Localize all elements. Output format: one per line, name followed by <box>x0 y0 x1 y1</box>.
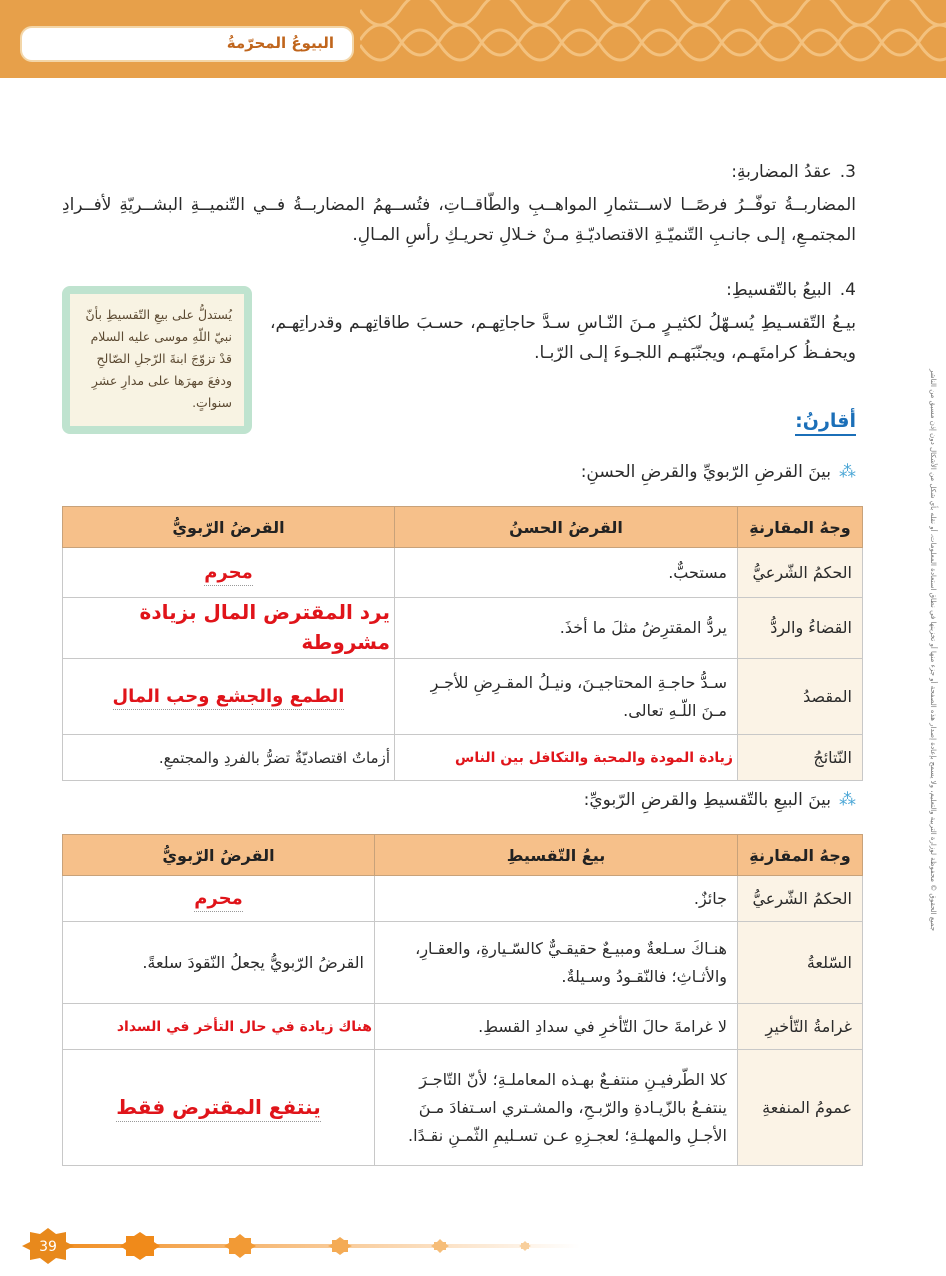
item-title: البيعُ بالتّقسيطِ: <box>726 280 832 300</box>
answer-text: زيادة المودة والمحبة والتكافل بين الناس <box>455 750 733 766</box>
answer-text: يرد المقترض المال بزيادة مشروطة <box>139 600 390 654</box>
side-note: يُستدلُّ على بيعِ التّقسيطِ بأنّ نبيّ اللّهِ موسى عليه السلام قدْ تزوّجَ ابنةَ الرّجلِ الصّالحِ ودفعَ مهرَها على مدارِ عشرِ سنواتٍ. <box>62 286 252 434</box>
header-aspect: وجهُ المقارنةِ <box>738 835 863 876</box>
page-number: 39 <box>39 1239 57 1255</box>
chapter-title: البيوعُ المحرّمةُ <box>226 34 334 52</box>
answer-text: محرم <box>204 562 253 586</box>
table-row: المقصدُ سـدُّ حاجـةِ المحتاجيـنَ، ونيـلُ المقـرِضِ للأجـرِ مـنَ اللّـهِ تعالى. الطمع والجشع وحب المال <box>63 659 863 735</box>
table1-intro: ⁂بينَ القرضِ الرّبويِّ والقرضِ الحسنِ: <box>580 462 856 482</box>
chapter-title-pill <box>20 26 354 62</box>
table2-intro: ⁂بينَ البيعِ بالتّقسيطِ والقرضِ الرّبويِّ: <box>583 790 856 810</box>
sparkle-icon: ⁂ <box>839 462 856 482</box>
compare-heading: أقارنُ: <box>795 410 856 436</box>
answer-text: الطمع والجشع وحب المال <box>113 686 345 710</box>
header-aspect: وجهُ المقارنةِ <box>738 507 863 548</box>
comparison-table-2 <box>62 834 863 1166</box>
comparison-table-1 <box>62 506 863 781</box>
answer-text: ينتفع المقترض فقط <box>116 1095 320 1122</box>
sparkle-icon: ⁂ <box>839 790 856 810</box>
decorative-pattern <box>360 0 946 78</box>
table-header-row <box>63 507 863 548</box>
table-row: القضاءُ والردُّ يردُّ المقترِضُ مثلَ ما أخذَ. يرد المقترض المال بزيادة مشروطة <box>63 598 863 659</box>
table-row: الحكمُ الشّرعيُّ مستحبٌّ. محرم <box>63 548 863 598</box>
footer-decoration <box>20 1226 580 1266</box>
header-col2: القرضُ الرّبويُّ <box>63 507 395 548</box>
table-row: الحكمُ الشّرعيُّ جائزٌ. محرم <box>63 876 863 922</box>
item-3 <box>62 160 856 256</box>
copyright-notice: جميع الحقوق © محفوظة لوزارة التربية والتعليم، ولا يسمح بإعادة إصدار هذه الصفحة أو جزء منها أو تخزينها في نطاق استعادة المعلومات، أو نقله بأي شكل من الأشكال دون إذن مسبق من الناشر <box>929 368 937 932</box>
answer-text: هناك زيادة في حال التأخر في السداد <box>116 1019 372 1035</box>
table-row: السّلعةُ هنـاكَ سـلعةٌ ومبيـعٌ حقيقـيٌّ كالسّـيارةِ، والعقـارِ، والأثـاثِ؛ فالنّقـودُ وسـيلةٌ. القرضُ الرّبويُّ يجعلُ النّقودَ سلعةً. <box>63 922 863 1004</box>
header-col2: القرضُ الرّبويُّ <box>63 835 375 876</box>
header-col1: القرضُ الحسنُ <box>395 507 738 548</box>
table-header-row <box>63 835 863 876</box>
item-number: 4. <box>839 280 856 300</box>
answer-text: محرم <box>194 888 243 912</box>
table-row: غرامةُ التّأخيرِ لا غرامةَ حالَ التّأخرِ في سدادِ القسطِ. هناك زيادة في حال التأخر في السداد <box>63 1004 863 1050</box>
table-row: عمومُ المنفعةِ كلا الطّرفيـنِ منتفـعٌ بهـذه المعاملـةِ؛ لأنّ التّاجـرَ ينتفـعُ بالزّيـادةِ والرّبـحِ، والمشـتري اسـتفادَ مـنَ الأجـلِ والمهلـةِ؛ لعجـزِهِ عـن تسـليمِ الثّمـنِ نقـدًا. ينتفع المقترض فقط <box>63 1050 863 1166</box>
item-text: بيـعُ التّقسـيطِ يُسـهّلُ لكثيـرٍ مـنَ النّـاسِ سـدَّ حاجاتِهـم، حسـبَ طاقاتِهـم وقدراتِهـم، ويحفـظُ كرامتَهـم، ويجنّبَهـم اللجـوءَ إلـى الرّبـا. <box>270 313 856 363</box>
item-text: المضاربــةُ توفّــرُ فرصًــا لاســتثمارِ المواهــبِ والطّاقــاتِ، فتُســهمُ المضاربــةُ فــي التّنميــةِ البشــريّةِ لأفــرادِ المجتمـعِ، إلـى جانـبِ التّنميّـةِ الاقتصاديّـةِ مـنْ خـلالِ تحريـكِ رأسِ المـالِ. <box>62 195 856 245</box>
page-header <box>0 0 946 78</box>
table-row: النّتائجُ زيادة المودة والمحبة والتكافل بين الناس أزماتٌ اقتصاديّةٌ تضرُّ بالفردِ والمجتمعِ. <box>63 735 863 781</box>
item-title: عقدُ المضاربةِ: <box>731 162 832 182</box>
header-col1: بيعُ التّقسيطِ <box>375 835 738 876</box>
item-4 <box>270 278 856 374</box>
item-number: 3. <box>839 162 856 182</box>
